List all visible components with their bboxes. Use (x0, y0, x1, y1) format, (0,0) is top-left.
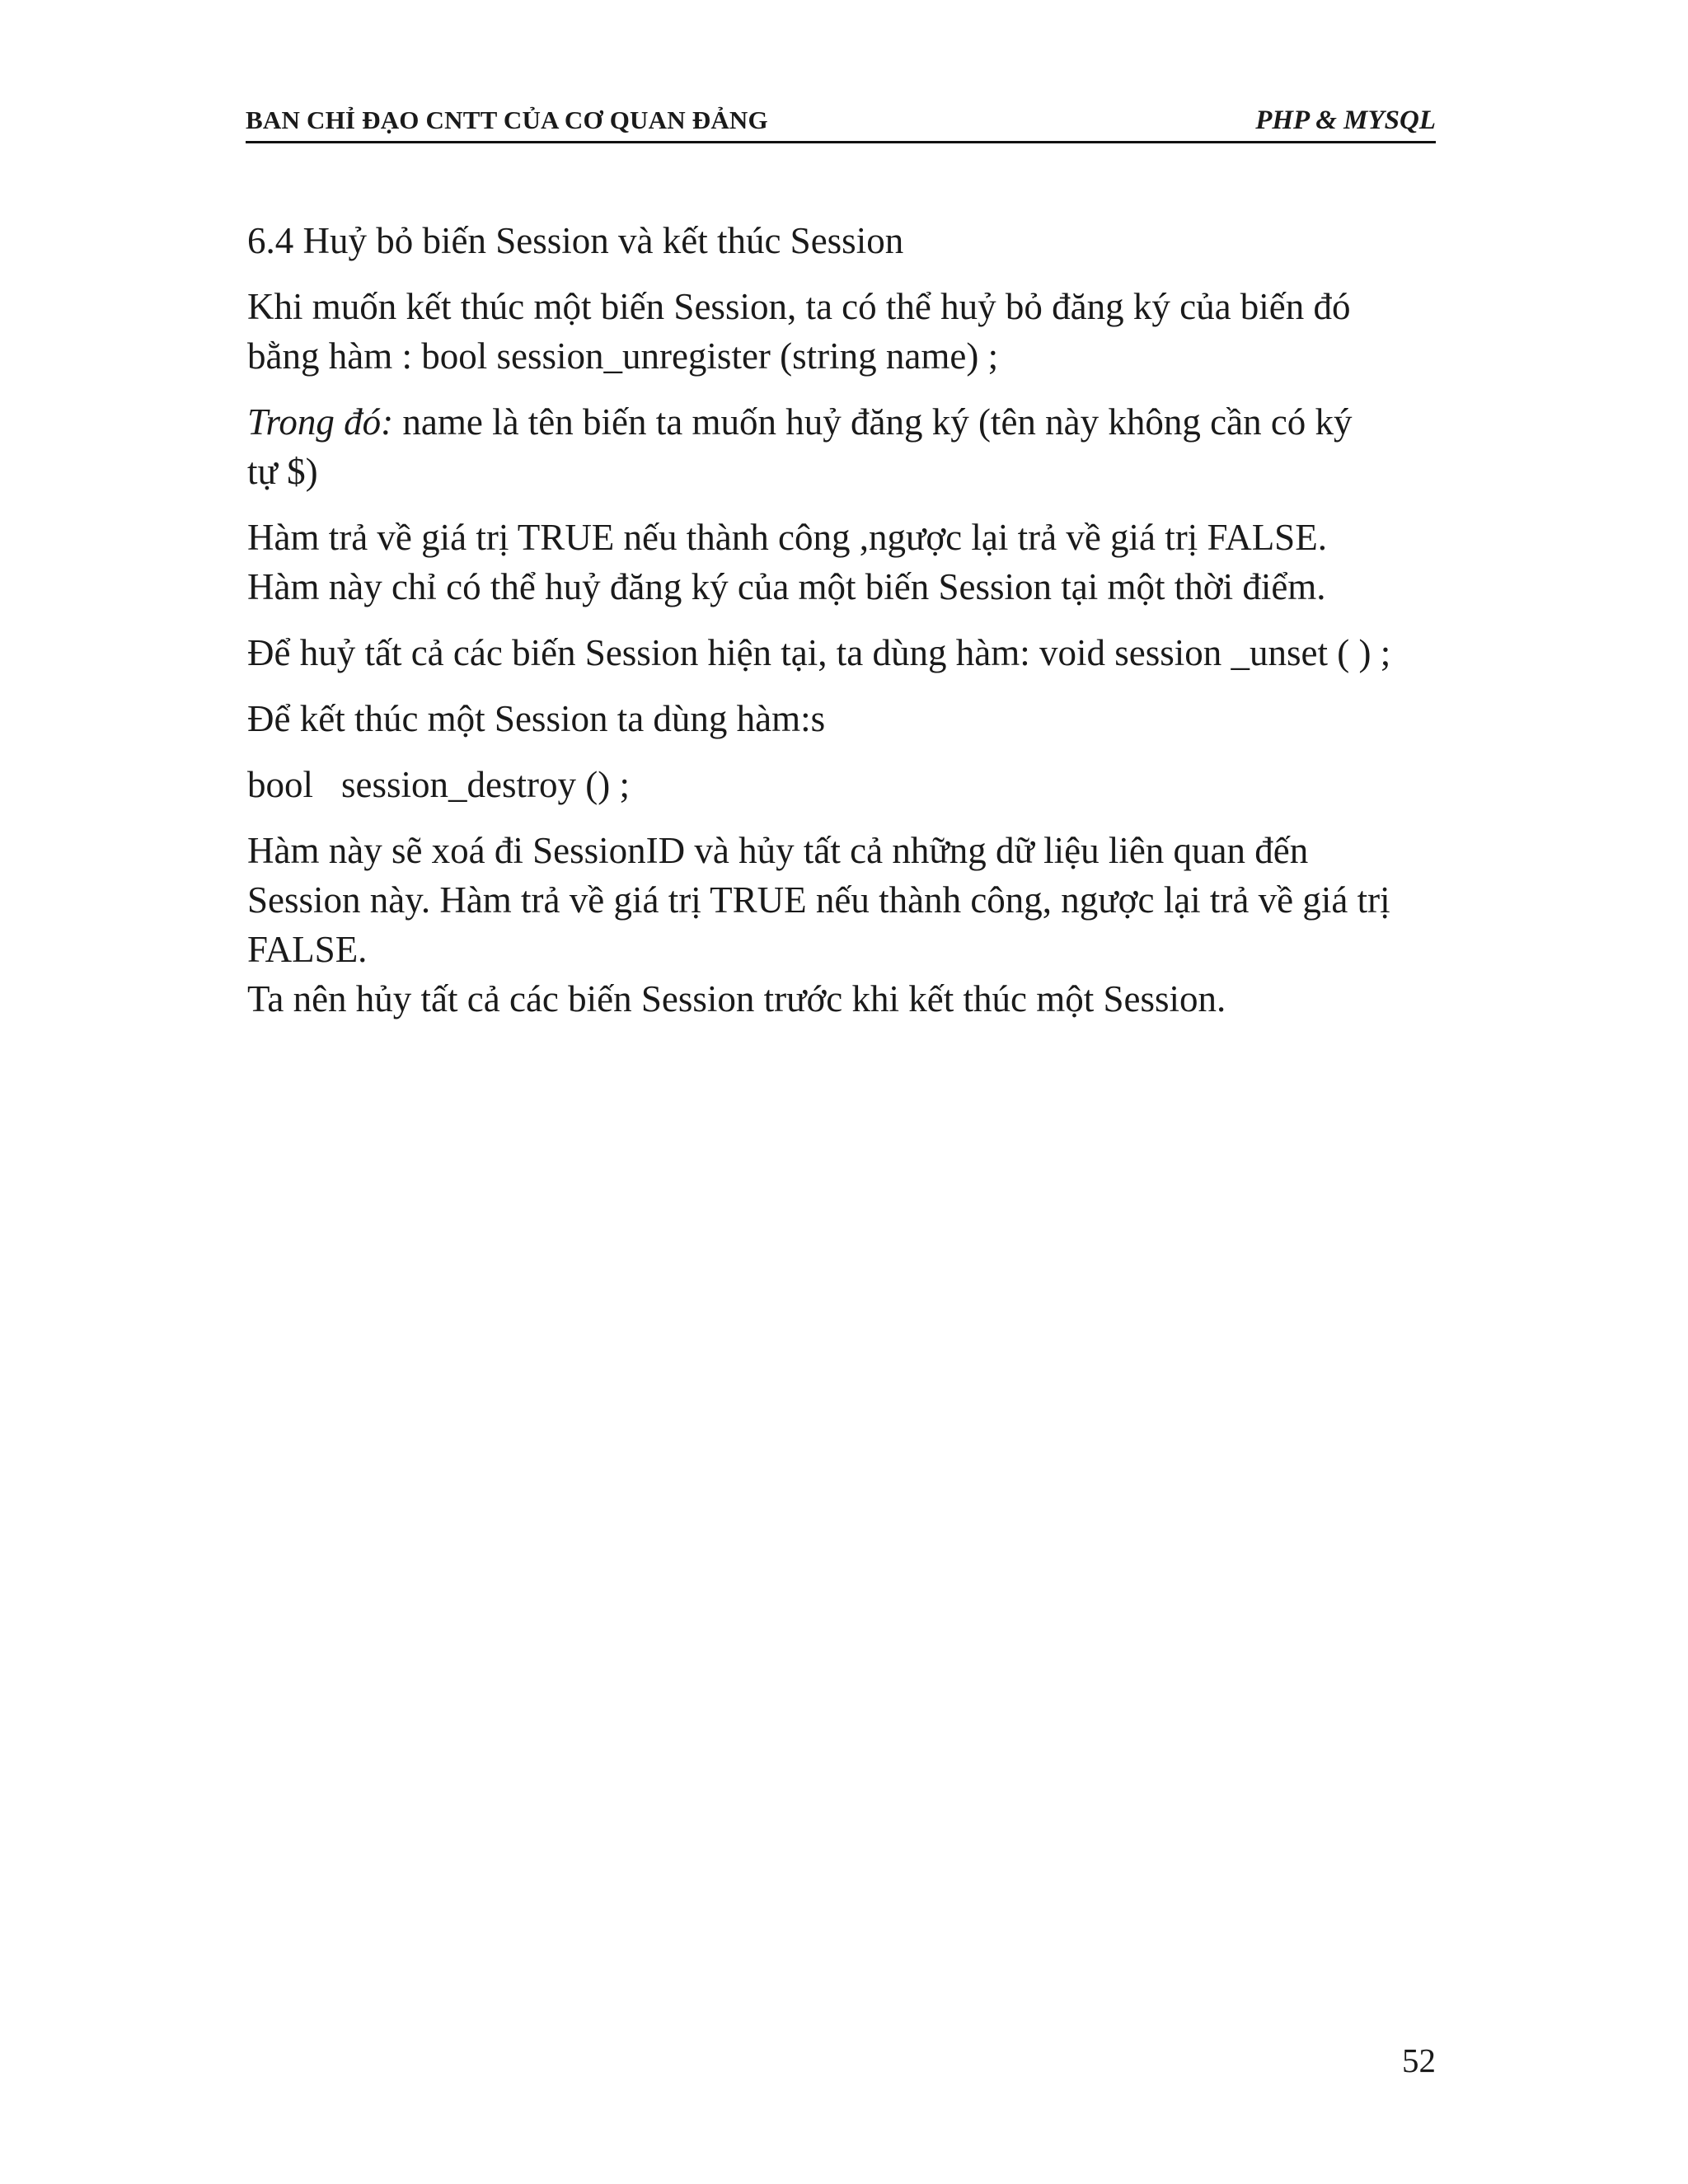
page-number: 52 (1402, 2041, 1436, 2079)
code-line-session-destroy (247, 760, 1451, 809)
header-organization: BAN CHỈ ĐẠO CNTT CỦA CƠ QUAN ĐẢNG (246, 105, 768, 134)
paragraph-7-line-2: Session này. Hàm trả về giá trị TRUE nếu thành công, ngược lại trả về giá trị (247, 879, 1390, 921)
page-body (247, 216, 1451, 1024)
code-function-call: session_destroy () ; (341, 764, 630, 805)
paragraph-8: Ta nên hủy tất cả các biến Session trước khi kết thúc một Session. (247, 978, 1226, 1019)
paragraph-1-line-1: Khi muốn kết thúc một biến Session, ta có thể huỷ bỏ đăng ký của biến đó (247, 286, 1351, 327)
paragraph-4: Để huỷ tất cả các biến Session hiện tại, ta dùng hàm: void session _unset ( ) ; (247, 632, 1391, 673)
section-title: 6.4 Huỷ bỏ biến Session và kết thúc Session (247, 220, 904, 261)
paragraph-7-line-1: Hàm này sẽ xoá đi SessionID và hủy tất cả những dữ liệu liên quan đến (247, 830, 1309, 871)
paragraph-2-line-2: tự $) (247, 451, 318, 492)
code-return-type: bool (247, 764, 314, 805)
paragraph-2-label: Trong đó: (247, 401, 394, 443)
paragraph-2-line-1 (247, 397, 1451, 447)
paragraph-5: Để kết thúc một Session ta dùng hàm:s (247, 698, 826, 739)
paragraph-3-line-2: Hàm này chỉ có thể huỷ đăng ký của một biến Session tại một thời điểm. (247, 566, 1326, 607)
paragraph-2-text: name là tên biến ta muốn huỷ đăng ký (tên này không cần có ký (393, 401, 1353, 443)
paragraph-7-line-3: FALSE. (247, 929, 368, 970)
header-book-title: PHP & MYSQL (1255, 105, 1436, 135)
page-header (246, 105, 1436, 143)
paragraph-3-line-1: Hàm trả về giá trị TRUE nếu thành công ,ngược lại trả về giá trị FALSE. (247, 517, 1327, 558)
paragraph-1-line-2: bằng hàm : bool session_unregister (string name) ; (247, 335, 999, 377)
